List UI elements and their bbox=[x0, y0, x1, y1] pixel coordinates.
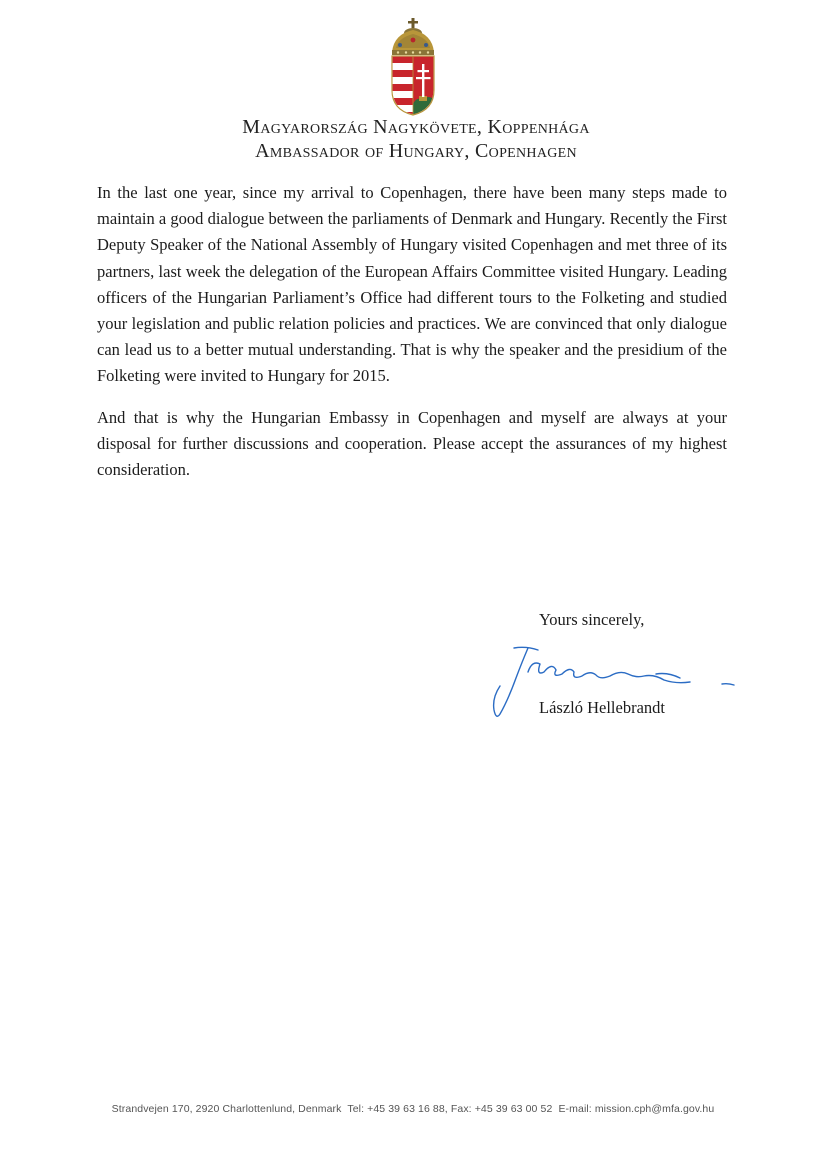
footer-address: Strandvejen 170, 2920 Charlottenlund, Denmark bbox=[111, 1103, 342, 1115]
letter-body bbox=[97, 180, 727, 498]
coat-of-arms-icon bbox=[386, 18, 440, 116]
letterhead-line-english: Ambassador of Hungary, Copenhagen bbox=[255, 140, 577, 162]
closing-salutation: Yours sincerely, bbox=[539, 610, 645, 629]
footer-tel: Tel: +45 39 63 16 88, bbox=[347, 1103, 448, 1115]
letterhead-line-hungarian: Magyarország Nagykövete, Koppenhága bbox=[242, 116, 590, 138]
letterhead bbox=[0, 115, 826, 163]
footer-fax: Fax: +45 39 63 00 52 bbox=[450, 1103, 553, 1115]
body-paragraph-2: And that is why the Hungarian Embassy in Copenhagen and myself are always at your disposal for further discussions and cooperation. Please accept the assurances of my highest consideration. bbox=[97, 407, 727, 480]
body-paragraph-1: In the last one year, since my arrival to Copenhagen, there have been many steps made to maintain a good dialogue between the parliaments of Denmark and Hungary. Recently the First Deputy Speaker of the National Assembly of Hungary visited Copenhagen and met three of its partners, last week the delegation of the European Affairs Committee visited Hungary. Leading officers of the Hungarian Parliament’s Office had different tours to the Folketing and studied your legislation and public relation policies and practices. We are convinced that only dialogue can lead us to a better mutual understanding. That is why the speaker and the presidium of the Folketing were invited to Hungary for 2015. bbox=[97, 183, 727, 386]
footer-email: E-mail: mission.cph@mfa.gov.hu bbox=[558, 1103, 715, 1115]
signer-name: László Hellebrandt bbox=[539, 698, 665, 717]
footer-contact bbox=[0, 1103, 826, 1115]
